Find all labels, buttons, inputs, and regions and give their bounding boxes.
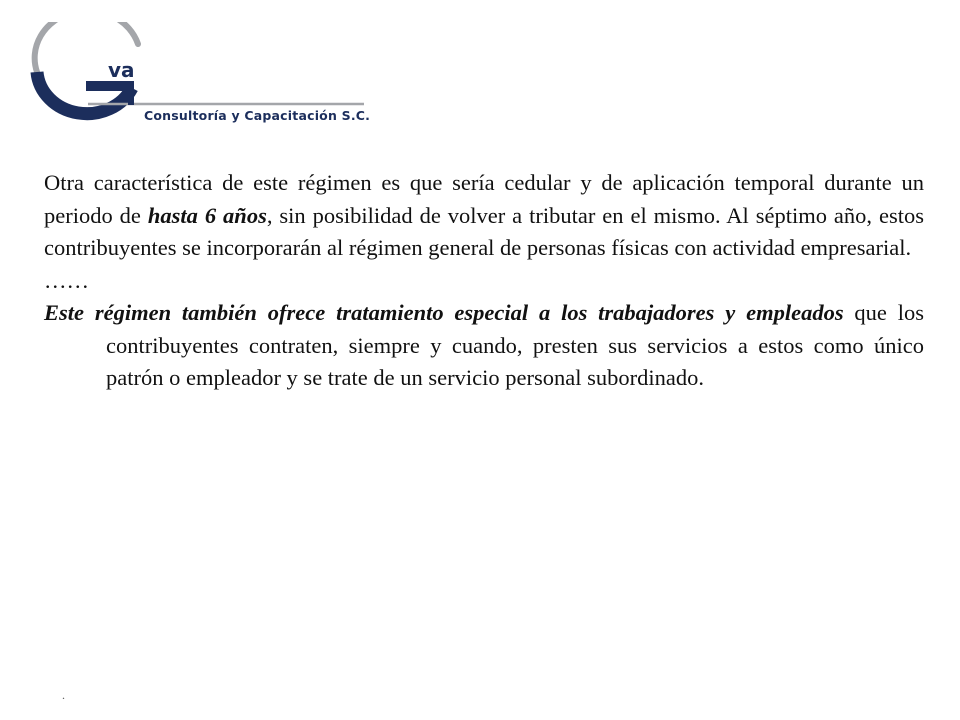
logo-tagline: Consultoría y Capacitación S.C. [144,108,371,123]
paragraph-special-treatment [44,297,924,395]
document-body [44,167,924,395]
paragraph-text: que los contribuyentes contraten, siempre y cuando, presten sus servicios a estos como único patrón o empleador y se trate de un servicio personal subordinado. [106,300,925,390]
paragraph-regime-temporal [44,167,924,265]
footer-mark: . [62,688,65,702]
ellipsis: …… [44,267,89,293]
emphasis-text: hasta 6 años [147,202,267,228]
company-logo [28,22,371,128]
paragraph-text: Otra característica de este régimen es que sería cedular y de aplicación temporal durante un periodo de [44,170,924,228]
emphasis-text: Este régimen también ofrece tratamiento especial a los trabajadores y empleados [44,300,844,325]
logo-monogram: va [108,58,135,82]
paragraph-text: , sin posibilidad de volver a tributar en el mismo. Al séptimo año, estos contribuyentes se incorporarán al régimen general de personas físicas con actividad empresarial. [44,202,924,260]
